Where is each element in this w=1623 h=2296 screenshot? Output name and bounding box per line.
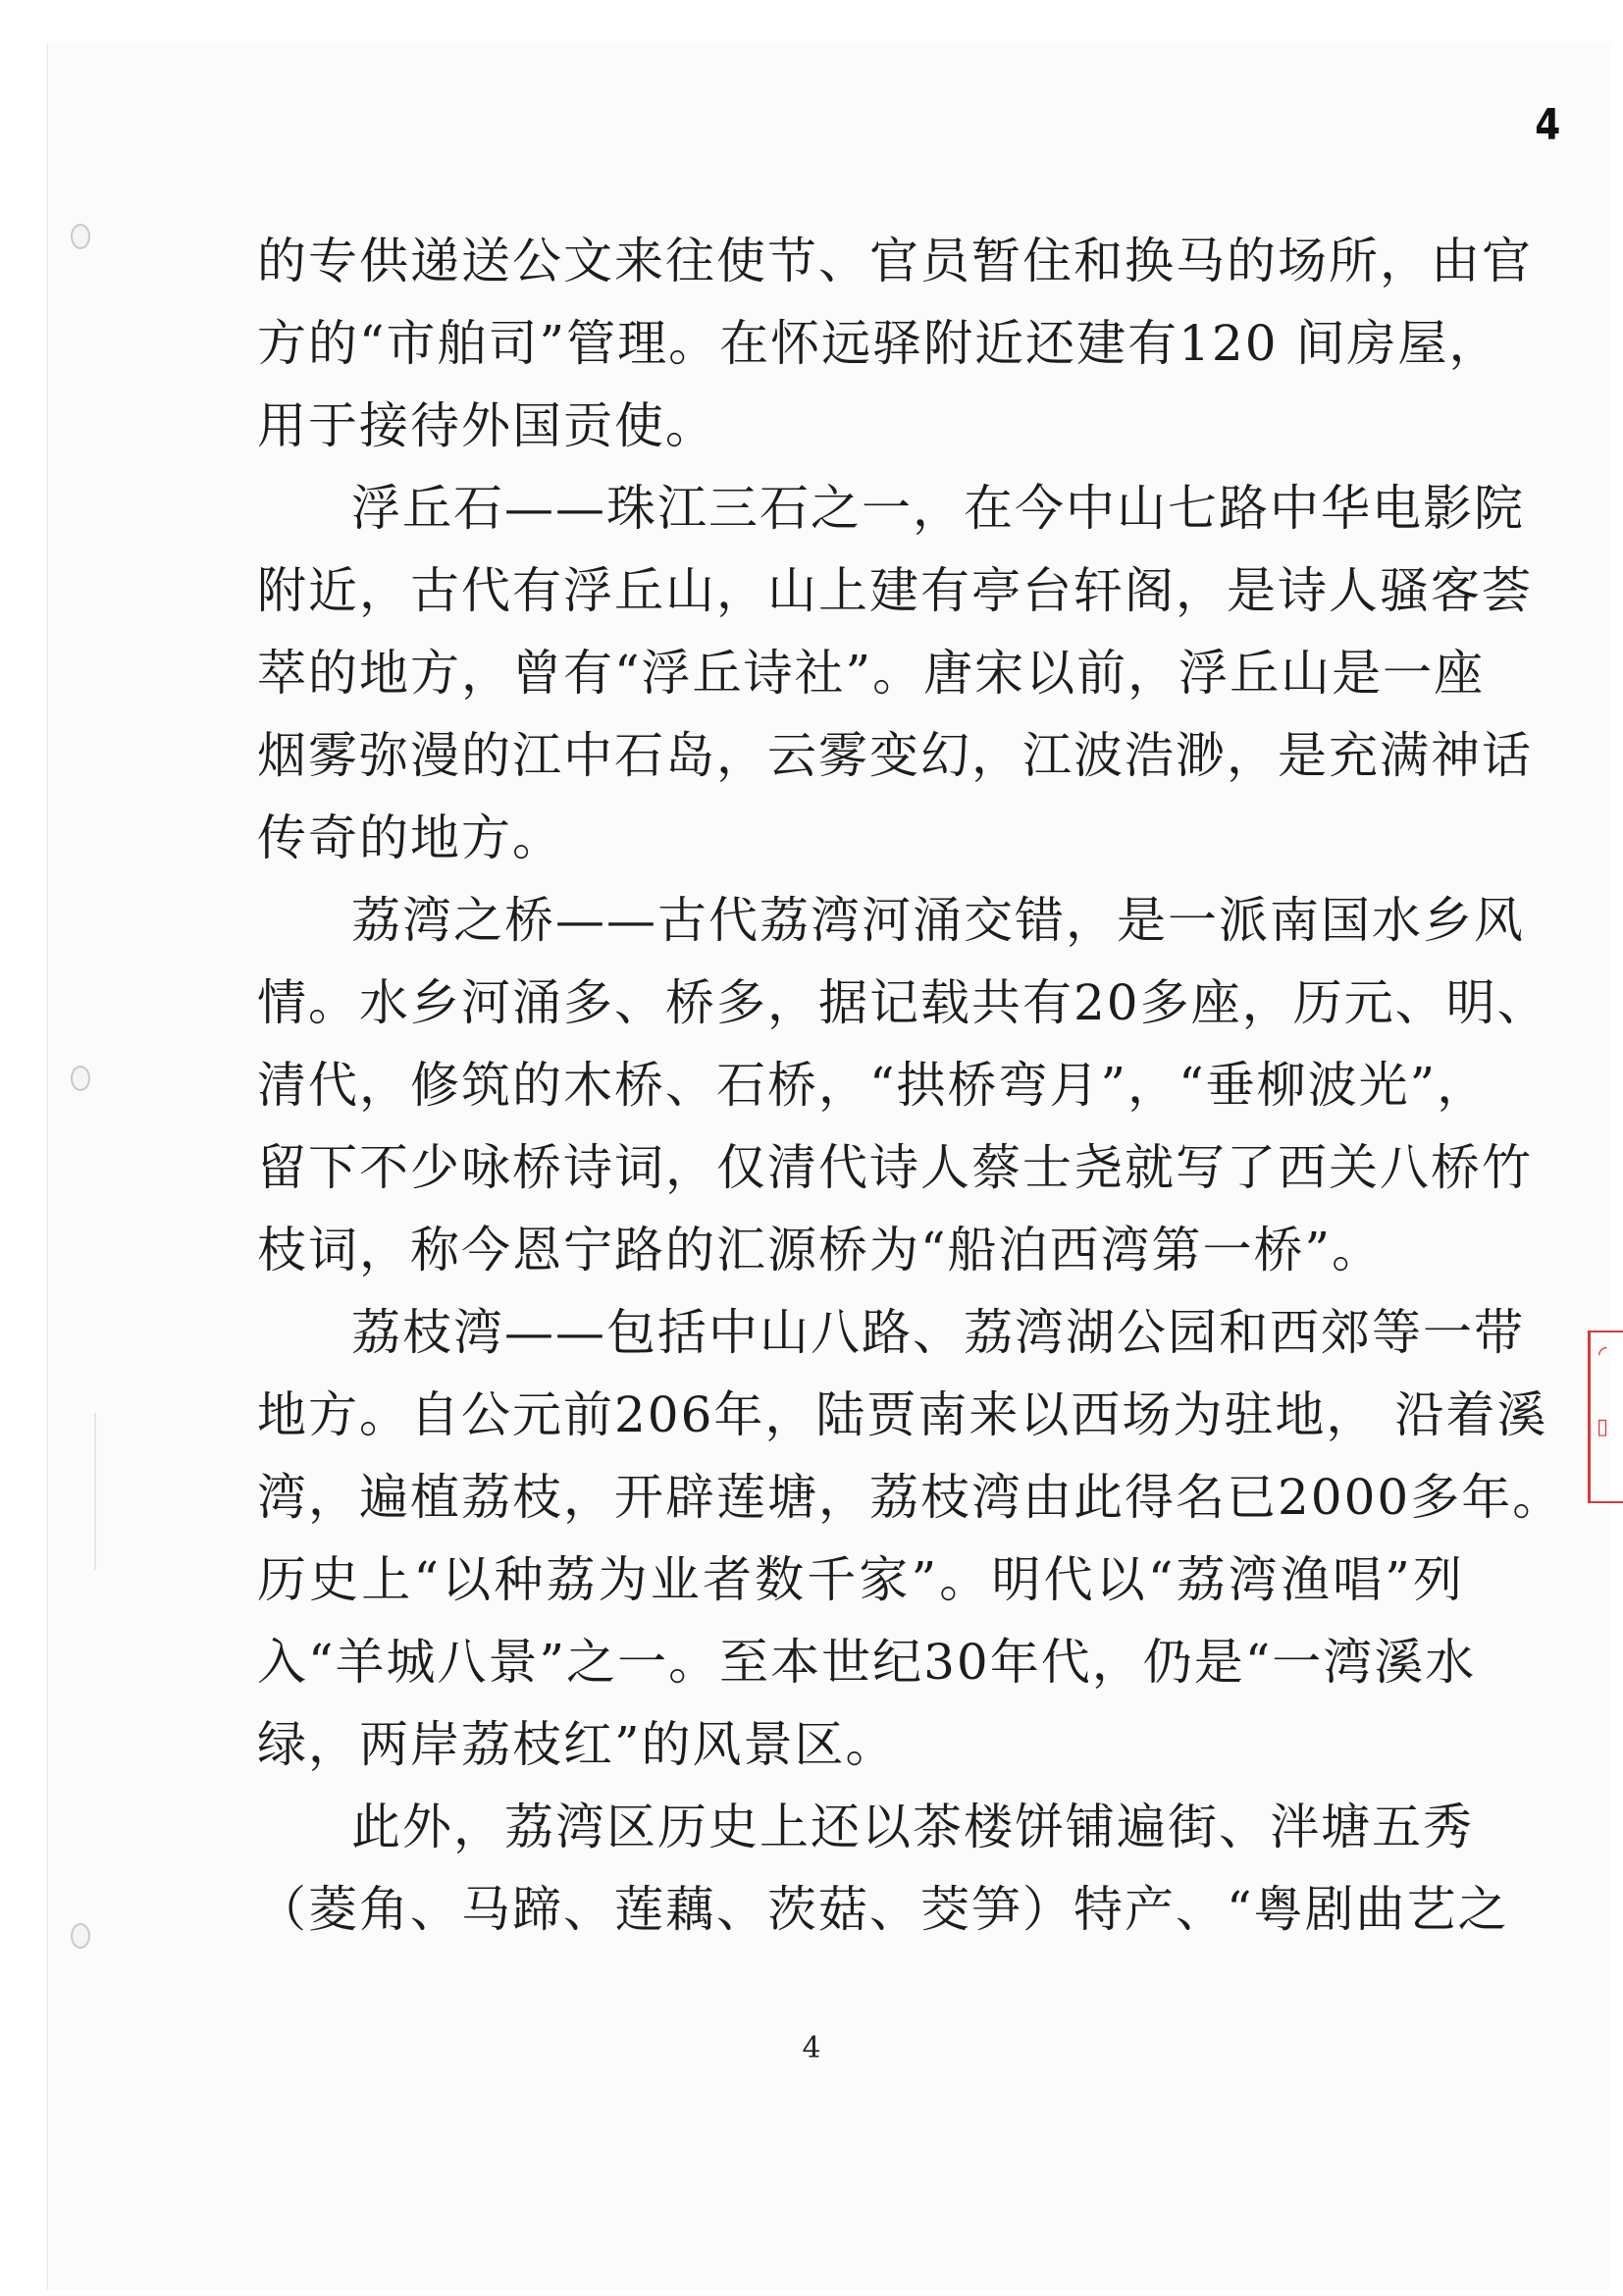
punch-hole-mark [71, 1923, 90, 1949]
text-line: 入“羊城八景”之一。至本世纪30年代，仍是“一湾溪水 [257, 1634, 1477, 1691]
text-line: 方的“市舶司”管理。在怀远驿附近还建有120 间房屋， [257, 315, 1500, 372]
text-line: 浮丘石——珠江三石之一，在今中山七路中华电影院 [351, 480, 1525, 537]
text-line: 附近，古代有浮丘山，山上建有亭台轩阁，是诗人骚客荟 [257, 562, 1533, 619]
text-line: （菱角、马蹄、莲藕、茨菇、茭笋）特产、“粤剧曲艺之 [257, 1881, 1509, 1938]
text-line: 荔枝湾——包括中山八路、荔湾湖公园和西郊等一带 [351, 1304, 1525, 1361]
text-line: 萃的地方，曾有“浮丘诗社”。唐宋以前，浮丘山是一座 [257, 645, 1486, 702]
text-line: 绿，两岸荔枝红”的风景区。 [257, 1716, 897, 1773]
text-line: 历史上“以种荔为业者数千家”。明代以“荔湾渔唱”列 [257, 1551, 1464, 1608]
punch-hole-mark [71, 224, 90, 249]
text-line: 情。水乡河涌多、桥多，据记载共有20多座，历元、明、 [257, 974, 1548, 1031]
stamp-glyph: ▯ [1597, 1415, 1609, 1439]
text-line: 荔湾之桥——古代荔湾河涌交错，是一派南国水乡风 [351, 892, 1525, 949]
margin-line [94, 1413, 96, 1570]
page-footer-number: 4 [802, 2031, 821, 2065]
punch-hole-mark [71, 1066, 90, 1091]
handwritten-page-number: 4 [1535, 100, 1561, 150]
text-line: 清代，修筑的木桥、石桥，“拱桥弯月”，“垂柳波光”， [257, 1057, 1489, 1114]
text-line: 的专供递送公文来往使节、官员暂住和换马的场所，由官 [257, 233, 1533, 289]
text-line: 枝词，称今恩宁路的汇源桥为“船泊西湾第一桥”。 [257, 1222, 1384, 1278]
text-line: 传奇的地方。 [257, 809, 563, 866]
text-line: 地方。自公元前206年，陆贾南来以西场为驻地， 沿着溪 [257, 1386, 1548, 1443]
red-stamp-mark [1588, 1331, 1623, 1503]
body-text [257, 220, 1564, 1951]
text-line: 留下不少咏桥诗词，仅清代诗人蔡士尧就写了西关八桥竹 [257, 1139, 1533, 1196]
text-line: 烟雾弥漫的江中石岛，云雾变幻，江波浩渺，是充满神话 [257, 727, 1533, 784]
stamp-glyph: ◜ [1598, 1342, 1607, 1367]
text-line: 用于接待外国贡使。 [257, 397, 716, 454]
text-line: 湾，遍植荔枝，开辟莲塘，荔枝湾由此得名已2000多年。 [257, 1469, 1564, 1526]
text-line: 此外，荔湾区历史上还以茶楼饼铺遍街、泮塘五秀 [351, 1799, 1474, 1855]
